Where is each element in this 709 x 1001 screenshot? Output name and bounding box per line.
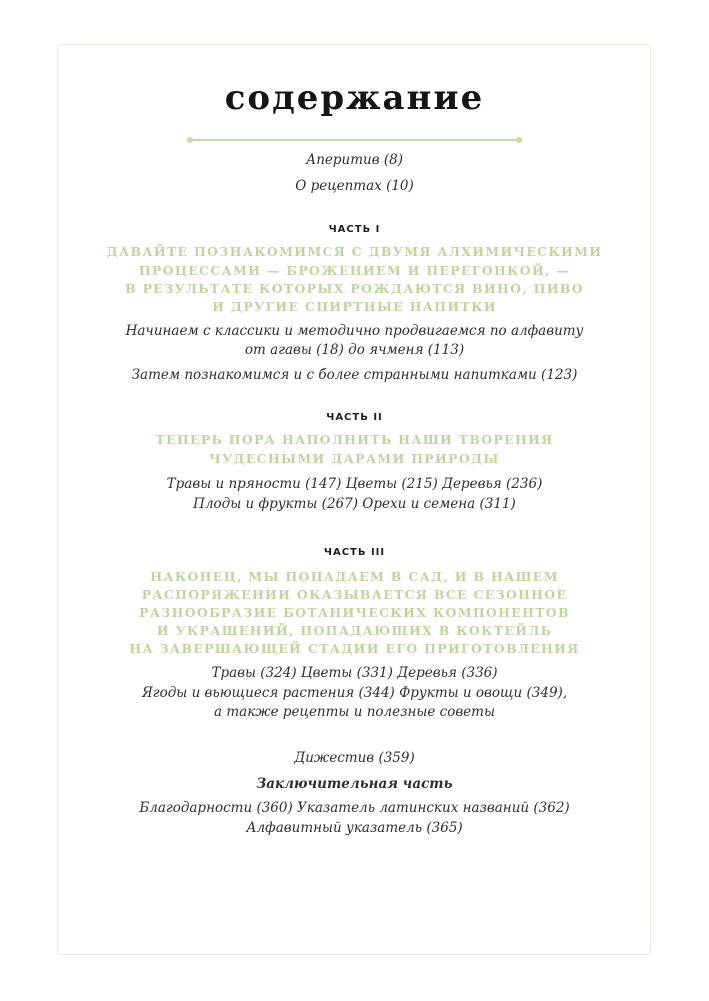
part-3-heading-line: И УКРАШЕНИЙ, ПОПАДАЮЩИХ В КОКТЕЙЛЬ	[156, 623, 553, 638]
divider-dot-left	[187, 137, 193, 143]
part-3-heading-line: РАСПОРЯЖЕНИИ ОКАЗЫВАЕТСЯ ВСЕ СЕЗОННОЕ	[141, 587, 568, 602]
part-3-label: ЧАСТЬ III	[323, 547, 386, 558]
part-1-label: ЧАСТЬ I	[328, 224, 381, 235]
part-1-heading-line: ДАВАЙТЕ ПОЗНАКОМИМСЯ С ДВУМЯ АЛХИМИЧЕСКИМИ	[106, 244, 603, 259]
part-3-heading-line: НА ЗАВЕРШАЮЩЕЙ СТАДИИ ЕГО ПРИГОТОВЛЕНИЯ	[129, 641, 580, 656]
part-2-entry: Травы и пряности (147) Цветы (215) Деревья (236)	[166, 476, 543, 492]
part-2-heading-line: ЧУДЕСНЫМИ ДАРАМИ ПРИРОДЫ	[209, 451, 500, 466]
part-3-heading-line: НАКОНЕЦ, МЫ ПОПАДАЕМ В САД, И В НАШЕМ	[150, 569, 559, 584]
page-title: содержание	[224, 78, 485, 118]
toc-entry-about-recipes: О рецептах (10)	[295, 178, 414, 194]
part-1-heading-line: В РЕЗУЛЬТАТЕ КОТОРЫХ РОЖДАЮТСЯ ВИНО, ПИВО	[125, 281, 584, 296]
part-1-heading-line: ПРОЦЕССАМИ — БРОЖЕНИЕМ И ПЕРЕГОНКОЙ, —	[138, 263, 571, 278]
part-1-entry: от агавы (18) до ячменя (113)	[244, 342, 465, 358]
final-part-heading: Заключительная часть	[256, 776, 453, 792]
part-2-heading-line: ТЕПЕРЬ ПОРА НАПОЛНИТЬ НАШИ ТВОРЕНИЯ	[155, 432, 554, 447]
toc-entry-aperitif: Аперитив (8)	[305, 152, 403, 168]
divider-dot-right	[516, 137, 522, 143]
part-1-heading-line: И ДРУГИЕ СПИРТНЫЕ НАПИТКИ	[212, 299, 497, 314]
part-3-entry: Ягоды и вьющиеся растения (344) Фрукты и овощи (349),	[141, 685, 568, 701]
part-3-entry: Травы (324) Цветы (331) Деревья (336)	[211, 665, 498, 681]
part-2-entry: Плоды и фрукты (267) Орехи и семена (311)	[193, 496, 516, 512]
title-divider	[190, 139, 519, 141]
toc-entry-digestif: Дижестив (359)	[294, 750, 415, 766]
part-1-entry: Начинаем с классики и методично продвигаемся по алфавиту	[125, 323, 584, 339]
final-part-entry: Алфавитный указатель (365)	[246, 820, 463, 836]
part-3-entry: а также рецепты и полезные советы	[214, 704, 495, 720]
part-1-entry: Затем познакомимся и с более странными напитками (123)	[131, 367, 578, 383]
final-part-entry: Благодарности (360) Указатель латинских названий (362)	[139, 800, 570, 816]
part-3-heading-line: РАЗНООБРАЗИЕ БОТАНИЧЕСКИХ КОМПОНЕНТОВ	[139, 605, 570, 620]
part-2-label: ЧАСТЬ II	[326, 412, 383, 423]
